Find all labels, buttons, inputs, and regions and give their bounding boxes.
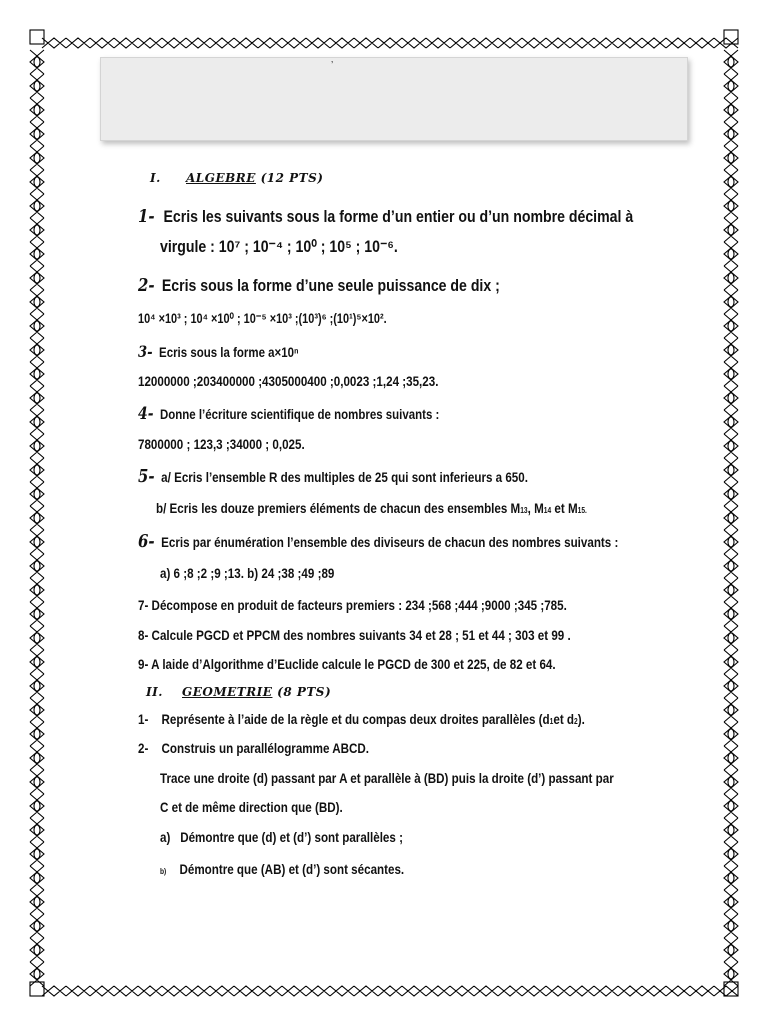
border-oval bbox=[728, 921, 734, 931]
border-oval bbox=[34, 513, 40, 523]
header-mark: ’ bbox=[331, 60, 334, 71]
border-oval bbox=[34, 969, 40, 979]
question-text: a/ Ecris l’ensemble R des multiples de 25 qui sont inferieurs a 650. bbox=[161, 469, 528, 485]
border-oval bbox=[34, 729, 40, 739]
geometry-question-2 bbox=[138, 740, 369, 756]
item-text: Démontre que (AB) et (d’) sont sécantes. bbox=[179, 861, 405, 877]
border-oval bbox=[34, 369, 40, 379]
border-oval bbox=[728, 897, 734, 907]
question-text: Ecris sous la forme a×10ⁿ bbox=[159, 344, 299, 360]
border-oval bbox=[34, 633, 40, 643]
border-oval bbox=[728, 489, 734, 499]
question-text: Construis un parallélogramme ABCD. bbox=[161, 740, 370, 756]
border-oval bbox=[728, 441, 734, 451]
border-oval bbox=[728, 81, 734, 91]
border-oval bbox=[34, 489, 40, 499]
section-name: GEOMETRIE bbox=[182, 685, 273, 699]
border-oval bbox=[728, 153, 734, 163]
question-1 bbox=[138, 206, 633, 227]
border-oval bbox=[34, 417, 40, 427]
border-oval bbox=[728, 945, 734, 955]
border-oval bbox=[728, 201, 734, 211]
border-oval bbox=[728, 297, 734, 307]
border-oval bbox=[728, 57, 734, 67]
border-oval bbox=[728, 825, 734, 835]
border-oval bbox=[34, 873, 40, 883]
question-4 bbox=[138, 404, 439, 424]
border-oval bbox=[728, 249, 734, 259]
border-oval bbox=[34, 537, 40, 547]
question-number: 6- bbox=[138, 531, 155, 552]
border-zigzag bbox=[30, 38, 738, 996]
section-title-geometrie bbox=[146, 685, 331, 699]
border-oval bbox=[728, 225, 734, 235]
geometry-question-1: 1- Représente à l’aide de la règle et du compas deux droites parallèles (d1et d2). bbox=[138, 711, 585, 727]
border-oval bbox=[34, 753, 40, 763]
border-oval bbox=[728, 393, 734, 403]
border-oval bbox=[34, 393, 40, 403]
question-8: 8- Calcule PGCD et PPCM des nombres suivants 34 et 28 ; 51 et 44 ; 303 et 99 . bbox=[138, 627, 571, 643]
question-text: b/ Ecris les douze premiers éléments de chacun des ensembles M bbox=[156, 500, 521, 516]
border-oval bbox=[34, 105, 40, 115]
section-number: I. bbox=[150, 171, 161, 185]
question-number: 5- bbox=[138, 466, 155, 487]
question-3 bbox=[138, 342, 299, 361]
border-oval bbox=[728, 657, 734, 667]
border-oval bbox=[728, 177, 734, 187]
question-text: Ecris sous la forme d’une seule puissance de dix ; bbox=[161, 276, 500, 295]
border-oval bbox=[728, 705, 734, 715]
border-oval bbox=[34, 465, 40, 475]
question-7: 7- Décompose en produit de facteurs premiers : 234 ;568 ;444 ;9000 ;345 ;785. bbox=[138, 597, 567, 613]
border-oval bbox=[728, 633, 734, 643]
border-oval bbox=[34, 825, 40, 835]
border-oval bbox=[34, 945, 40, 955]
item-label: b) bbox=[160, 867, 167, 876]
border-oval bbox=[34, 57, 40, 67]
border-oval bbox=[728, 681, 734, 691]
border-oval bbox=[34, 273, 40, 283]
question-6-values: a) 6 ;8 ;2 ;9 ;13. b) 24 ;38 ;49 ;89 bbox=[160, 565, 335, 581]
question-number: 1- bbox=[138, 711, 149, 727]
border-oval bbox=[34, 657, 40, 667]
question-number: 1- bbox=[138, 206, 155, 227]
question-5b: b/ Ecris les douze premiers éléments de chacun des ensembles M13, M14 et M15. bbox=[156, 500, 587, 516]
border-oval bbox=[34, 441, 40, 451]
border-oval bbox=[728, 969, 734, 979]
question-2-values: 10⁴ ×10³ ; 10⁴ ×10⁰ ; 10⁻⁵ ×10³ ;(10³)⁶ ;(10¹)⁵×10². bbox=[138, 310, 387, 326]
border-oval bbox=[34, 681, 40, 691]
question-3-values: 12000000 ;203400000 ;4305000400 ;0,0023 ;1,24 ;35,23. bbox=[138, 373, 439, 389]
border-oval bbox=[34, 321, 40, 331]
section-name: ALGEBRE bbox=[186, 171, 256, 185]
section-points: (8 PTS) bbox=[277, 685, 332, 699]
header-box bbox=[100, 57, 688, 141]
question-number: 2- bbox=[138, 740, 149, 756]
geometry-question-2-line3: C et de même direction que (BD). bbox=[160, 799, 343, 815]
border-oval bbox=[34, 297, 40, 307]
border-oval bbox=[728, 585, 734, 595]
border-oval bbox=[728, 729, 734, 739]
question-4-values: 7800000 ; 123,3 ;34000 ; 0,025. bbox=[138, 436, 305, 452]
border-oval bbox=[728, 777, 734, 787]
border-oval bbox=[728, 801, 734, 811]
border-oval bbox=[728, 537, 734, 547]
border-oval bbox=[728, 609, 734, 619]
border-oval bbox=[728, 129, 734, 139]
question-6 bbox=[138, 531, 618, 552]
border-oval bbox=[34, 609, 40, 619]
border-oval bbox=[34, 585, 40, 595]
border-oval bbox=[728, 753, 734, 763]
item-label: a) bbox=[160, 829, 171, 845]
question-1-values: virgule : 10⁷ ; 10⁻⁴ ; 10⁰ ; 10⁵ ; 10⁻⁶. bbox=[160, 237, 398, 256]
border-corner bbox=[30, 30, 44, 44]
section-title-algebre bbox=[150, 171, 323, 185]
geometry-question-2-line2: Trace une droite (d) passant par A et parallèle à (BD) puis la droite (d’) passant par bbox=[160, 770, 614, 786]
border-oval bbox=[728, 513, 734, 523]
border-oval bbox=[728, 849, 734, 859]
border-oval bbox=[728, 561, 734, 571]
border-oval bbox=[34, 153, 40, 163]
border-oval bbox=[34, 345, 40, 355]
border-oval bbox=[34, 129, 40, 139]
border-oval bbox=[34, 177, 40, 187]
item-text: Démontre que (d) et (d’) sont parallèles ; bbox=[180, 829, 403, 845]
border-oval bbox=[34, 225, 40, 235]
question-text: Donne l’écriture scientifique de nombres suivants : bbox=[159, 406, 440, 422]
border-oval bbox=[34, 81, 40, 91]
border-oval bbox=[34, 921, 40, 931]
border-oval bbox=[728, 417, 734, 427]
question-text: Ecris les suivants sous la forme d’un entier ou d’un nombre décimal à bbox=[163, 207, 634, 226]
border-oval bbox=[34, 201, 40, 211]
question-5a bbox=[138, 466, 528, 487]
border-oval bbox=[728, 873, 734, 883]
border-oval bbox=[728, 345, 734, 355]
question-text: Ecris par énumération l’ensemble des diviseurs de chacun des nombres suivants : bbox=[161, 534, 619, 550]
border-oval bbox=[34, 777, 40, 787]
question-number: 4- bbox=[138, 404, 154, 424]
border-oval bbox=[728, 273, 734, 283]
section-number: II. bbox=[146, 685, 163, 699]
border-oval bbox=[34, 801, 40, 811]
border-oval bbox=[34, 897, 40, 907]
border-oval bbox=[34, 561, 40, 571]
question-number: 3- bbox=[138, 342, 153, 361]
border-oval bbox=[728, 321, 734, 331]
question-number: 2- bbox=[138, 275, 155, 296]
border-oval bbox=[34, 249, 40, 259]
question-2 bbox=[138, 275, 500, 296]
section-points: (12 PTS) bbox=[260, 171, 324, 185]
geometry-question-2a bbox=[160, 829, 403, 845]
question-9: 9- A laide d’Algorithme d’Euclide calcule le PGCD de 300 et 225, de 82 et 64. bbox=[138, 656, 556, 672]
geometry-question-2b bbox=[160, 861, 404, 877]
border-oval bbox=[728, 369, 734, 379]
border-oval bbox=[728, 105, 734, 115]
border-oval bbox=[728, 465, 734, 475]
border-oval bbox=[34, 849, 40, 859]
border-oval bbox=[34, 705, 40, 715]
